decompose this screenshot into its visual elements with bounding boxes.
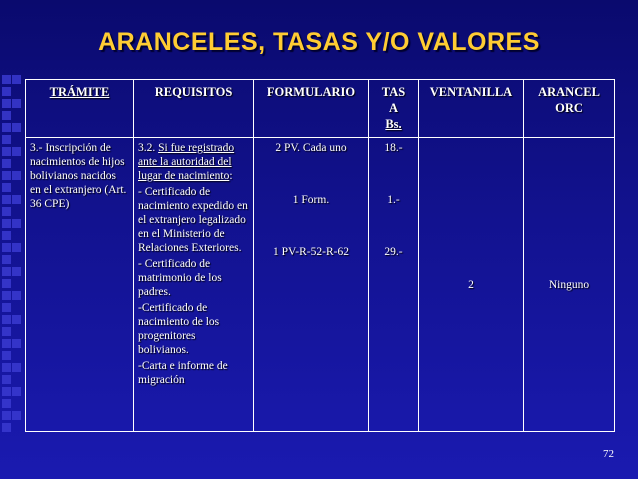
header-tasa-line2: A — [388, 101, 399, 115]
formulario-2: 1 Form. — [292, 194, 330, 206]
formulario-1: 2 PV. Cada uno — [275, 142, 347, 154]
header-tramite: TRÁMITE — [26, 80, 134, 138]
cell-ventanilla — [419, 138, 524, 432]
arancel-value: Ninguno — [548, 278, 590, 291]
header-tasa — [369, 80, 419, 138]
requisito-item-2: - Certificado de matrimonio de los padres. — [138, 258, 222, 298]
header-formulario: FORMULARIO — [254, 80, 369, 138]
tasa-3: 29.- — [384, 246, 403, 258]
decorative-squares — [0, 0, 22, 479]
tasa-1: 18.- — [384, 142, 403, 154]
header-arancel-line1: ARANCEL — [538, 85, 600, 99]
header-requisitos: REQUISITOS — [134, 80, 254, 138]
slide-title: ARANCELES, TASAS Y/O VALORES — [98, 28, 540, 56]
header-ventanilla: VENTANILLA — [419, 80, 524, 138]
cell-tasa — [369, 138, 419, 432]
requisito-intro: 3.2. Si fue registrado ante la autoridad del lugar de nacimiento: — [138, 142, 235, 182]
header-tasa-line3: Bs. — [385, 117, 402, 131]
tasa-2: 1.- — [387, 194, 400, 206]
header-tasa-line1: TAS — [381, 85, 406, 99]
table-header-row — [26, 80, 615, 138]
header-arancel-line2: ORC — [555, 101, 583, 115]
ventanilla-value: 2 — [468, 278, 474, 291]
cell-arancel — [524, 138, 615, 432]
formulario-3: 1 PV-R-52-R-62 — [273, 246, 349, 258]
fees-table — [25, 79, 615, 432]
header-arancel — [524, 80, 615, 138]
requisito-item-4: -Carta e informe de migración — [138, 360, 228, 386]
table-row — [26, 138, 615, 432]
page-number: 72 — [603, 448, 614, 460]
requisito-item-3: -Certificado de nacimiento de los progenitores bolivianos. — [138, 302, 220, 356]
cell-requisitos — [134, 138, 254, 432]
cell-tramite: 3.- Inscripción de nacimientos de hijos bolivianos nacidos en el extranjero (Art. 36 CPE) — [26, 138, 134, 432]
requisito-item-1: - Certificado de nacimiento expedido en el extranjero legalizado en el Ministerio de Relaciones Exteriores. — [138, 186, 248, 254]
cell-formulario — [254, 138, 369, 432]
